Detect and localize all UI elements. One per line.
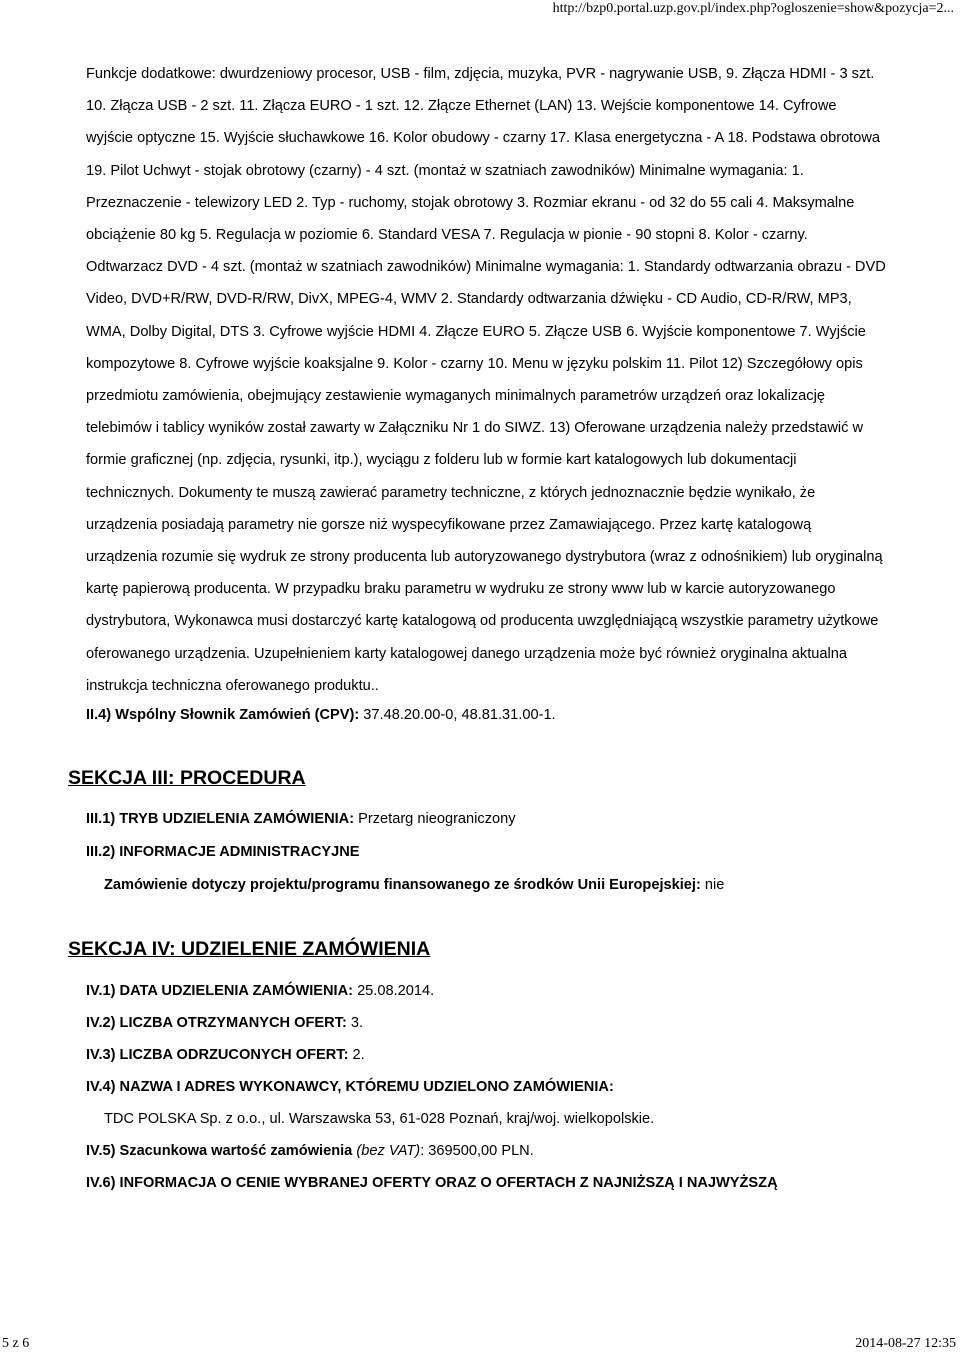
procedure-type bbox=[86, 809, 886, 829]
header-url: http://bzp0.portal.uzp.gov.pl/index.php?ogloszenie=show&pozycja=2... bbox=[552, 1, 954, 16]
estimated-value bbox=[86, 1141, 886, 1161]
eu-funding bbox=[104, 875, 886, 895]
estimated-value-vat: (bez VAT) bbox=[356, 1143, 421, 1160]
award-date-value: 25.08.2014. bbox=[353, 983, 435, 1000]
procedure-type-label: III.1) TRYB UDZIELENIA ZAMÓWIENIA: bbox=[86, 811, 355, 828]
offers-rejected-value: 2. bbox=[348, 1047, 365, 1064]
cpv-label: II.4) Wspólny Słownik Zamówień (CPV): bbox=[86, 707, 360, 724]
offers-received-value: 3. bbox=[346, 1015, 364, 1032]
admin-info-heading: III.2) INFORMACJE ADMINISTRACYJNE bbox=[86, 844, 360, 861]
offers-received bbox=[86, 1013, 886, 1033]
print-datetime: 2014-08-27 12:35 bbox=[855, 1336, 956, 1351]
award-date-label: IV.1) DATA UDZIELENIA ZAMÓWIENIA: bbox=[86, 983, 354, 1000]
award-date bbox=[86, 981, 886, 1001]
contractor-details: TDC POLSKA Sp. z o.o., ul. Warszawska 53, 61-028 Poznań, kraj/woj. wielkopolskie. bbox=[104, 1111, 655, 1128]
procedure-type-value: Przetarg nieograniczony bbox=[354, 811, 516, 828]
cpv-line bbox=[86, 705, 886, 725]
estimated-value-label: IV.5) Szacunkowa wartość zamówienia bbox=[86, 1143, 353, 1160]
offers-received-label: IV.2) LICZBA OTRZYMANYCH OFERT: bbox=[86, 1015, 347, 1032]
offers-rejected-label: IV.3) LICZBA ODRZUCONYCH OFERT: bbox=[86, 1047, 349, 1064]
cpv-value: 37.48.20.00-0, 48.81.31.00-1. bbox=[359, 707, 556, 724]
offers-rejected bbox=[86, 1045, 886, 1065]
estimated-value-amount: : 369500,00 PLN. bbox=[420, 1143, 534, 1160]
description-paragraph: Funkcje dodatkowe: dwurdzeniowy procesor, USB - film, zdjęcia, muzyka, PVR - nagrywanie USB, 9. Złącza HDMI - 3 szt. 10. Złącza USB - 2 szt. 11. Złącza EURO - 1 szt. 12. Złącze Ethernet (LAN) 13. Wejście komponentowe 14. Cyfrowe wyjście optyczne 15. Wyjście słuchawkowe 16. Kolor obudowy - czarny 17. Klasa energetyczna - A 18. Podstawa obrotowa 19. Pilot Uchwyt - stojak obrotowy (czarny) - 4 szt. (montaż w szatniach zawodników) Minimalne wymagania: 1. Przeznaczenie - telewizory LED 2. Typ - ruchomy, stojak obrotowy 3. Rozmiar ekranu - od 32 do 55 cali 4. Maksymalne obciążenie 80 kg 5. Regulacja w poziomie 6. Standard VESA 7. Regulacja w pionie - 90 stopni 8. Kolor - czarny. Odtwarzacz DVD - 4 szt. (montaż w szatniach zawodników) Minimalne wymagania: 1. Standardy odtwarzania obrazu - DVD Video, DVD+R/RW, DVD-R/RW, DivX, MPEG-4, WMV 2. Standardy odtwarzania dźwięku - CD Audio, CD-R/RW, MP3, WMA, Dolby Digital, DTS 3. Cyfrowe wyjście HDMI 4. Złącze EURO 5. Złącze USB 6. Wyjście komponentowe 7. Wyjście kompozytowe 8. Cyfrowe wyjście koaksjalne 9. Kolor - czarny 10. Menu w języku polskim 11. Pilot 12) Szczegółowy opis przedmiotu zamówienia, obejmujący zestawienie wymaganych minimalnych parametrów urządzeń oraz lokalizację telebimów i tablicy wyników został zawarty w Załączniku Nr 1 do SIWZ. 13) Oferowane urządzenia należy przedstawić w formie graficznej (np. zdjęcia, rysunki, itp.), wyciągu z folderu lub w formie kart katalogowych lub dokumentacji technicznych. Dokumenty te muszą zawierać parametry techniczne, z których jednoznacznie będzie wynikało, że urządzenia posiadają parametry nie gorsze niż wyspecyfikowane przez Zamawiającego. Przez kartę katalogową urządzenia rozumie się wydruk ze strony producenta lub autoryzowanego dystrybutora (wraz z odnośnikiem) lub oryginalną kartę papierową producenta. W przypadku braku parametru w wydruku ze strony www lub w karcie autoryzowanego dystrybutora, Wykonawca musi dostarczyć kartę katalogową od producenta uwzględniającą wszystkie parametry użytkowe oferowanego urządzenia. Uzupełnieniem karty katalogowej danego urządzenia może być również oryginalna aktualna instrukcja techniczna oferowanego produktu.. bbox=[86, 66, 886, 694]
eu-funding-value: nie bbox=[700, 877, 725, 894]
section-3-title: SEKCJA III: PROCEDURA bbox=[68, 767, 306, 790]
document-content bbox=[68, 58, 886, 1193]
eu-funding-label: Zamówienie dotyczy projektu/programu finansowanego ze środków Unii Europejskiej: bbox=[104, 877, 701, 894]
section-4-title: SEKCJA IV: UDZIELENIE ZAMÓWIENIA bbox=[68, 938, 431, 961]
price-info-heading: IV.6) INFORMACJA O CENIE WYBRANEJ OFERTY ORAZ O OFERTACH Z NAJNIŻSZĄ I NAJWYŻSZĄ bbox=[86, 1175, 778, 1192]
contractor-heading: IV.4) NAZWA I ADRES WYKONAWCY, KTÓREMU UDZIELONO ZAMÓWIENIA: bbox=[86, 1079, 614, 1096]
page-number: 5 z 6 bbox=[2, 1336, 30, 1351]
